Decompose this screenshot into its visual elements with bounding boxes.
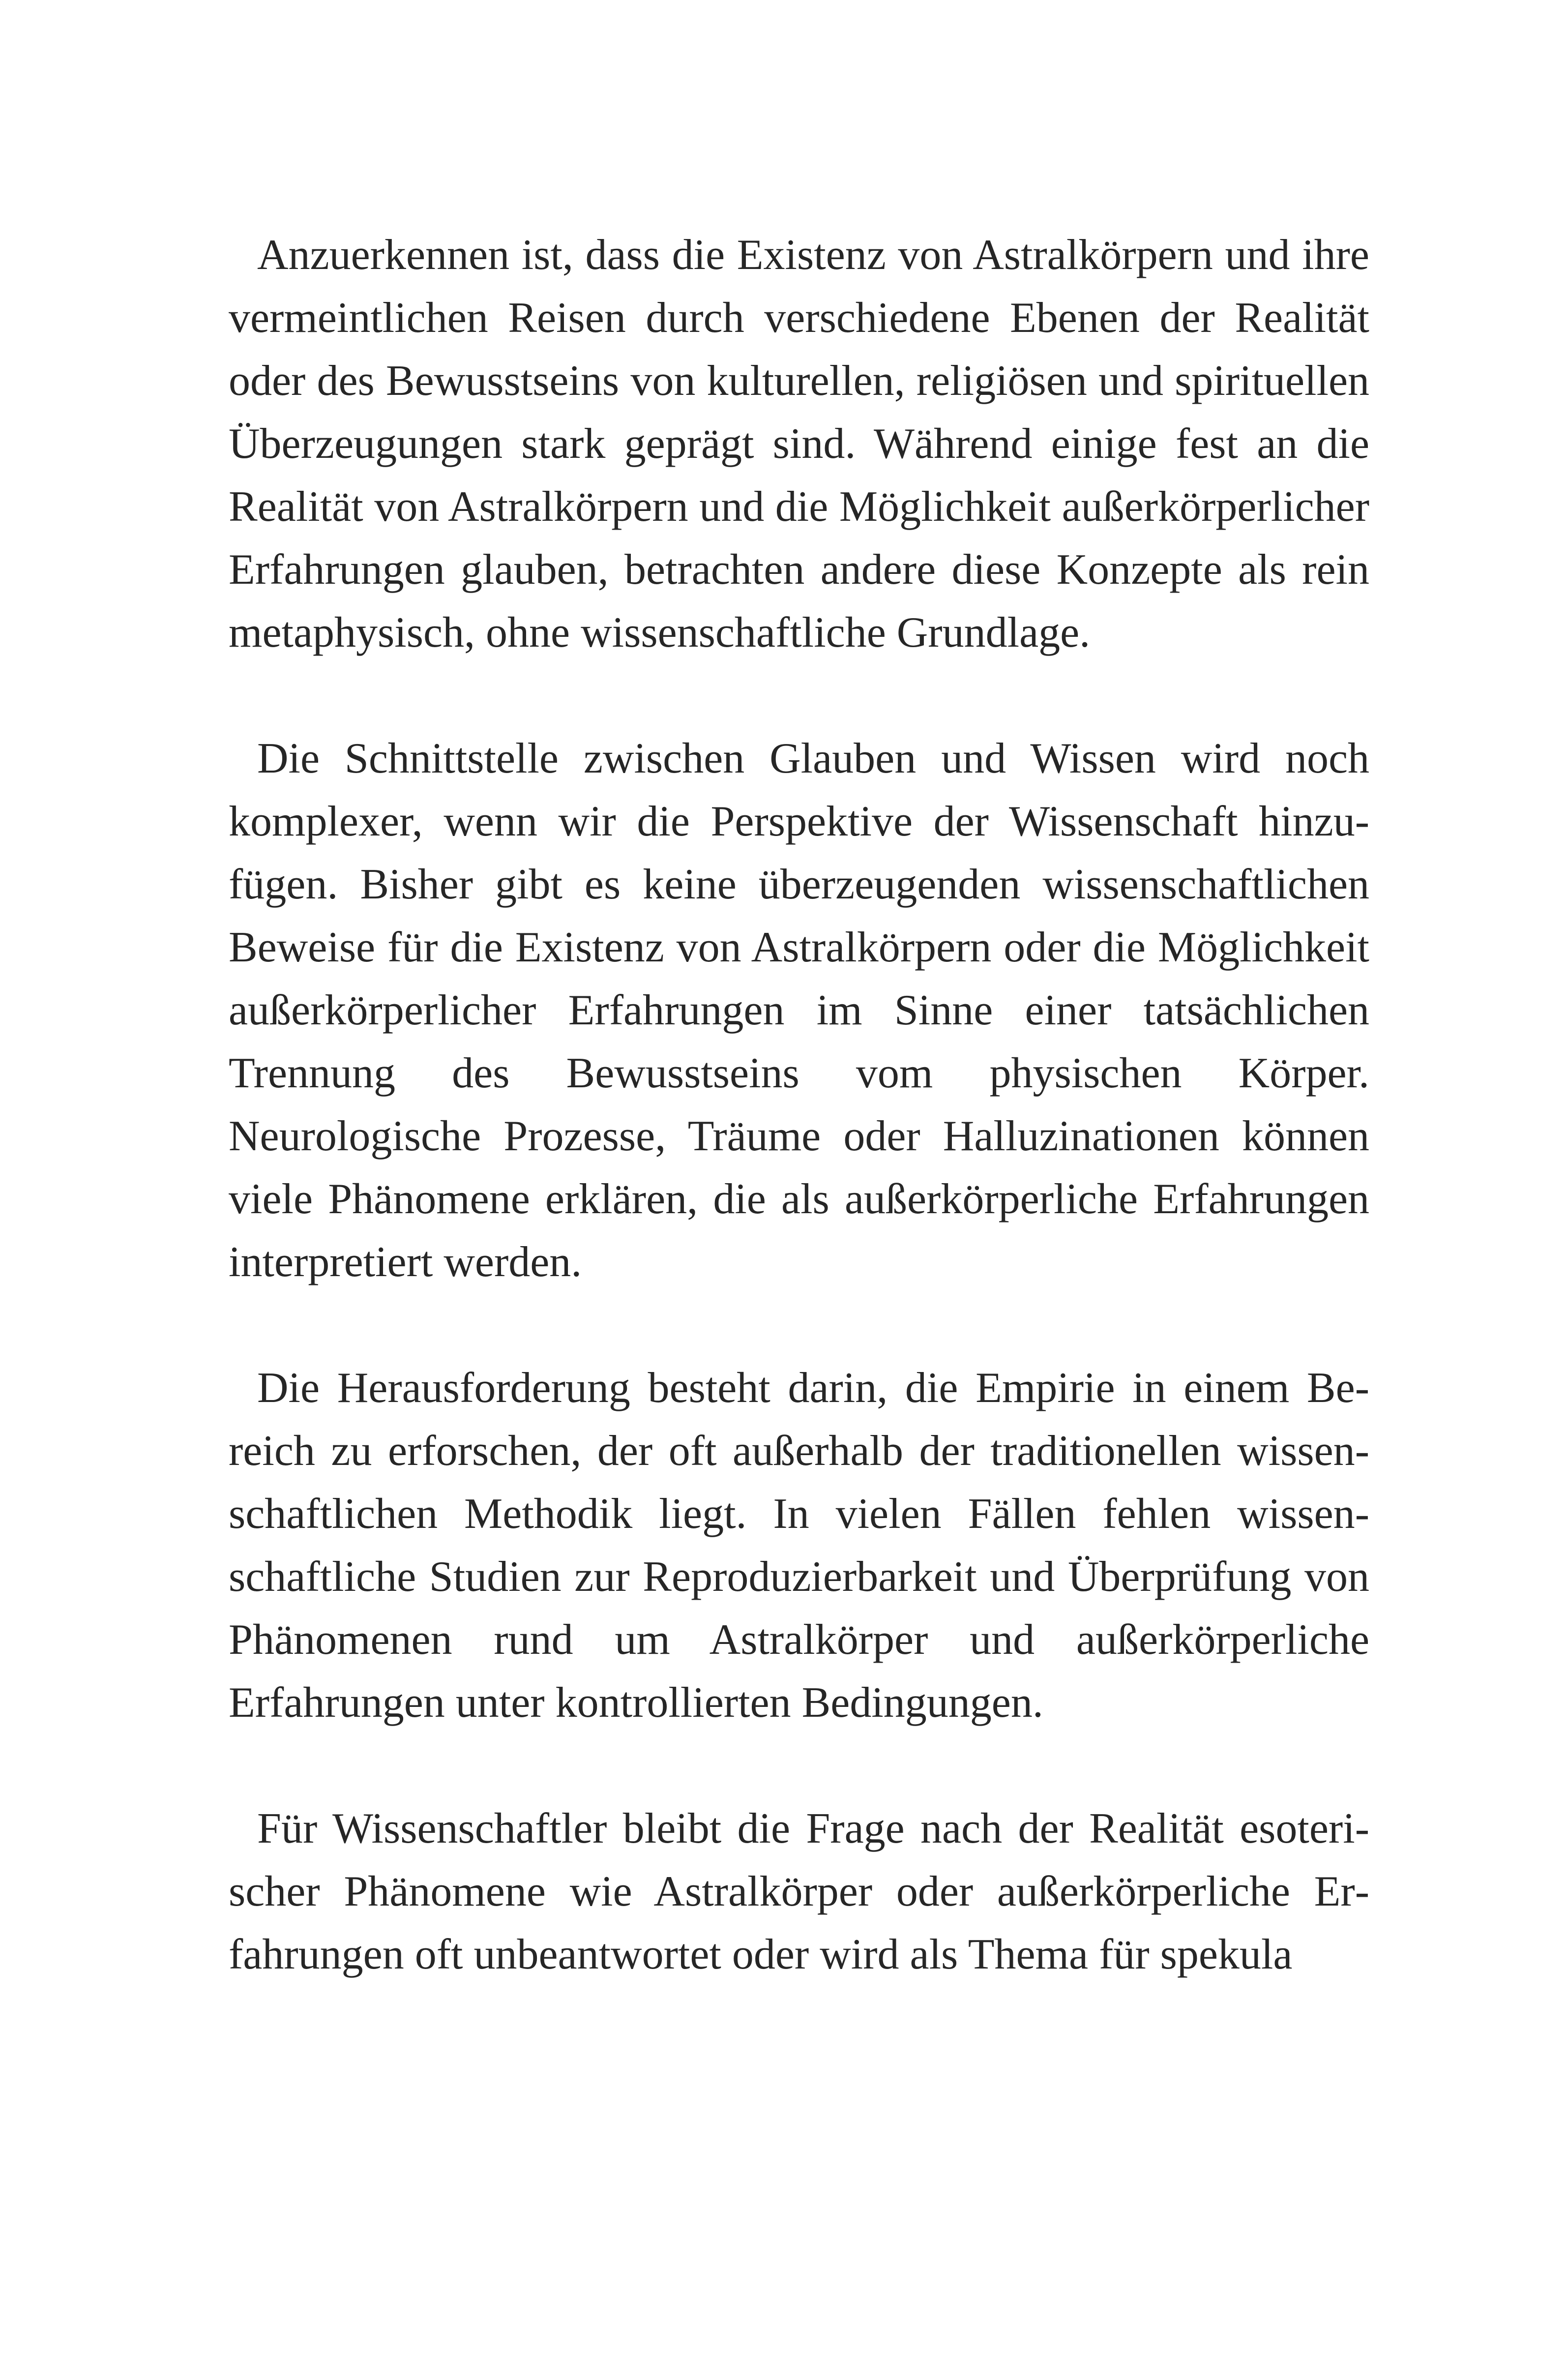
body-text — [229, 224, 1369, 1986]
paragraph-2: Die Schnittstelle zwischen Glauben und Wissen wird noch komplexer, wenn wir die Perspektive der Wissenschaft hinzufügen. Bisher gibt es keine überzeugenden wissenschaftlichen Beweise für die Existenz von Astralkörpern oder die Möglichkeit außerkörperlicher Erfahrungen im Sinne einer tatsächlichen Trennung des Bewusstseins vom physischen Körper. Neurologische Prozesse, Träume oder Halluzinationen können viele Phänomene erklären, die als außerkörperliche Erfahrungen interpretiert werden. — [229, 735, 1369, 1286]
paragraph-3: Die Herausforderung besteht darin, die Empirie in einem Bereich zu erforschen, der oft außerhalb der traditionellen wissenschaftlichen Methodik liegt. In vielen Fällen fehlen wissenschaftliche Studien zur Reproduzierbarkeit und Überprüfung von Phänomenen rund um Astralkörper und außerkörperliche Erfahrungen unter kontrollierten Bedingungen. — [229, 1364, 1369, 1727]
paragraph-4: Für Wissenschaftler bleibt die Frage nach der Realität esoterischer Phänomene wie Astralkörper oder außerkörperliche Erfahrungen oft unbeantwortet oder wird als Thema für spekula — [229, 1805, 1369, 1978]
paragraph-1: Anzuerkennen ist, dass die Existenz von Astralkörpern und ihre vermeintlichen Reisen durch verschiedene Ebenen der Realität oder des Bewusstseins von kulturellen, religiösen und spirituellen Überzeugungen stark geprägt sind. Während einige fest an die Realität von Astralkörpern und die Möglichkeit außerkörperlicher Erfahrungen glauben, betrachten andere diese Konzepte als rein metaphysisch, ohne wissenschaftliche Grundlage. — [229, 231, 1369, 657]
